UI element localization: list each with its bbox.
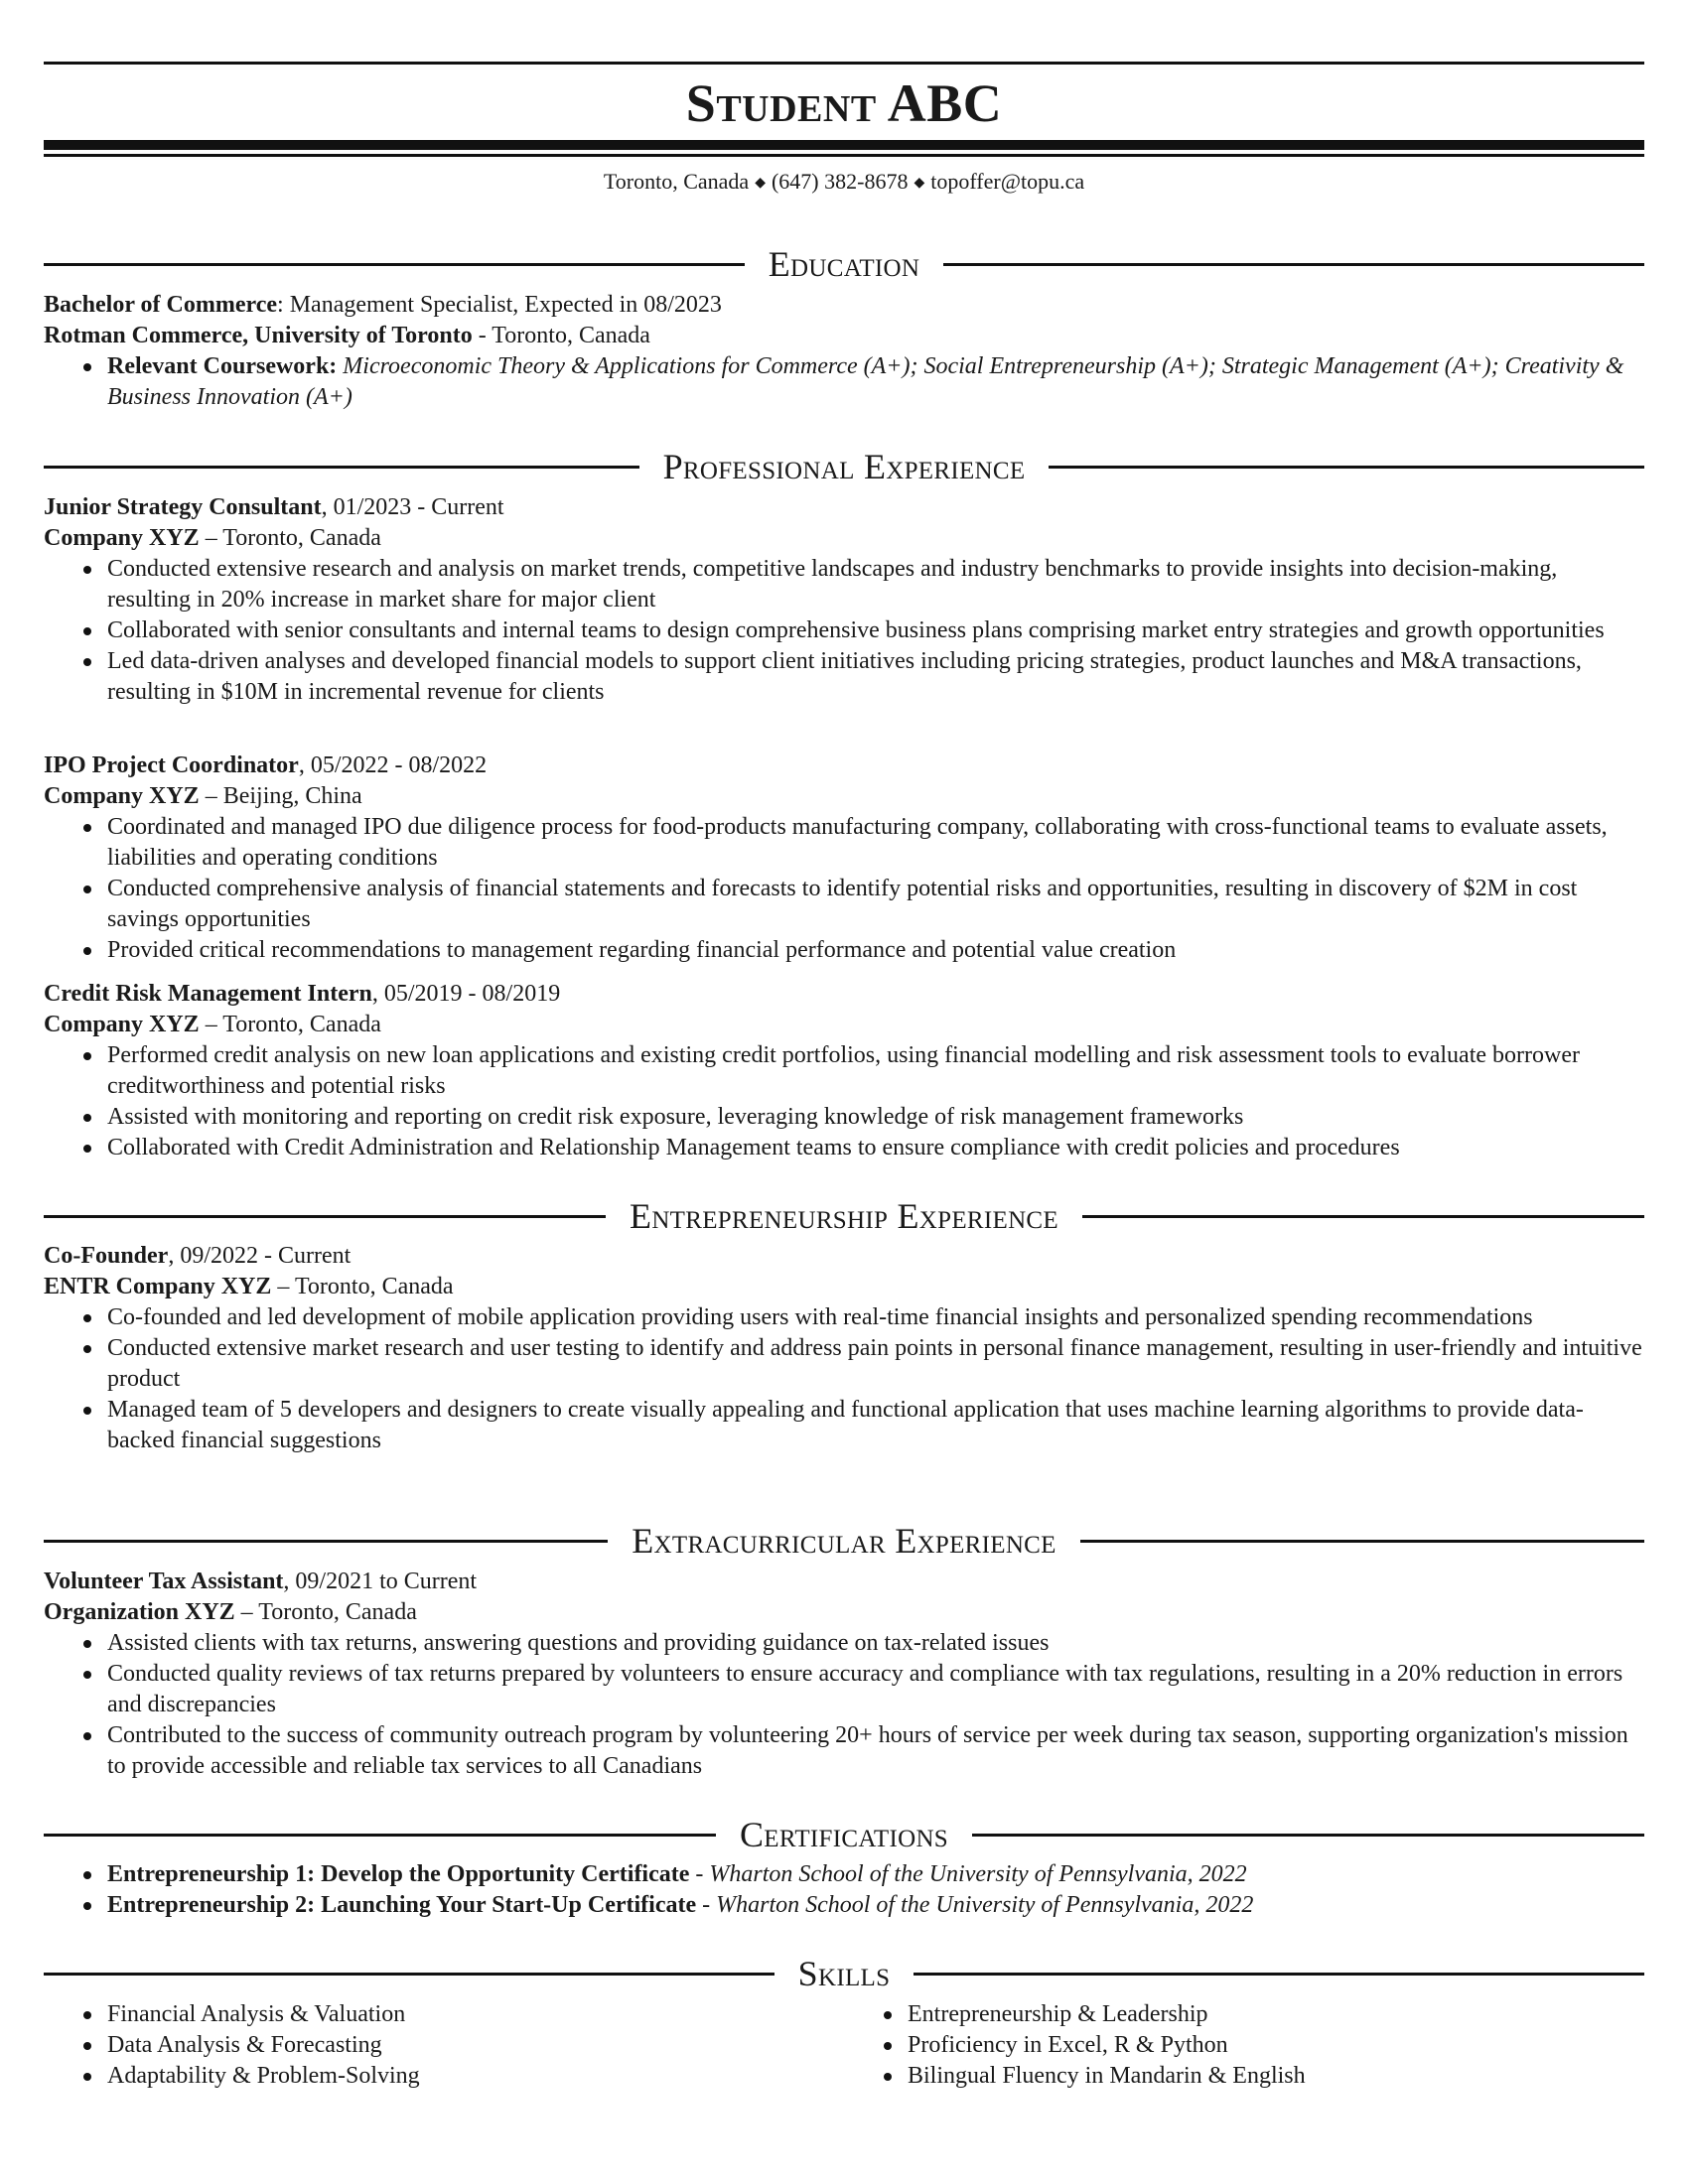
company-location: – Toronto, Canada <box>271 1274 454 1299</box>
company-line <box>44 1597 1644 1628</box>
section-header-professional <box>44 445 1644 488</box>
section-rule <box>44 1540 608 1543</box>
skills-grid <box>44 1999 1644 2092</box>
contact-location: Toronto, Canada <box>603 169 750 194</box>
section-title: Extracurricular Experience <box>632 1521 1056 1561</box>
job-bullets <box>44 1302 1644 1456</box>
section-rule <box>943 263 1644 266</box>
company-line <box>44 1010 1644 1040</box>
company-line <box>44 1272 1644 1302</box>
job-bullets <box>44 812 1644 966</box>
certifications-list <box>44 1859 1644 1921</box>
list-item <box>44 1890 1644 1921</box>
degree-detail: : Management Specialist, Expected in 08/2023 <box>277 292 722 318</box>
list-item: Coordinated and managed IPO due diligence process for food-products manufacturing company, collaborating with cross-functional teams to evaluate assets, liabilities and operating conditions <box>44 812 1644 874</box>
job-title: Junior Strategy Consultant <box>44 494 322 520</box>
job-bullets <box>44 1628 1644 1782</box>
company-location: – Toronto, Canada <box>199 1012 381 1037</box>
section-header-skills <box>44 1952 1644 1995</box>
coursework-text: Microeconomic Theory & Applications for Commerce (A+); Social Entrepreneurship (A+); Strategic Management (A+); Creativity & Business Innovation (A+) <box>107 353 1624 410</box>
certification-name: Entrepreneurship 2: Launching Your Start-Up Certificate <box>107 1892 697 1918</box>
job-title: IPO Project Coordinator <box>44 752 299 778</box>
section-title: Professional Experience <box>662 447 1026 486</box>
list-item: Data Analysis & Forecasting <box>44 2030 844 2061</box>
section-rule <box>914 1973 1644 1976</box>
section-title: Education <box>768 244 920 284</box>
certification-dash: - <box>696 1892 717 1918</box>
header-rule-thin <box>44 154 1644 157</box>
job-title-line <box>44 1241 1644 1272</box>
section-rule <box>1080 1540 1644 1543</box>
company-location: – Beijing, China <box>199 783 362 809</box>
contact-line <box>0 167 1688 199</box>
diamond-separator-icon: ◆ <box>755 176 766 191</box>
list-item <box>44 351 1644 413</box>
job-title: Volunteer Tax Assistant <box>44 1569 284 1594</box>
job-dates: , 09/2022 - Current <box>168 1243 352 1269</box>
skills-column-right <box>844 1999 1644 2092</box>
list-item <box>44 1859 1644 1890</box>
degree-name: Bachelor of Commerce <box>44 292 278 318</box>
list-item: Managed team of 5 developers and designers to create visually appealing and functional application that uses machine learning algorithms to provide data-backed financial suggestions <box>44 1395 1644 1456</box>
school-line <box>44 321 1644 351</box>
job-title-line <box>44 492 1644 523</box>
section-header-education <box>44 242 1644 286</box>
job-dates: , 05/2022 - 08/2022 <box>298 752 488 778</box>
list-item: Conducted quality reviews of tax returns prepared by volunteers to ensure accuracy and compliance with tax regulations, resulting in a 20% reduction in errors and discrepancies <box>44 1659 1644 1720</box>
section-title: Certifications <box>739 1815 949 1854</box>
company-name: Organization XYZ <box>44 1599 235 1625</box>
certification-issuer: Wharton School of the University of Pennsylvania, 2022 <box>709 1861 1247 1887</box>
education-entry <box>44 290 1644 413</box>
contact-email: topoffer@topu.ca <box>930 169 1085 194</box>
coursework-list <box>44 351 1644 413</box>
top-rule <box>44 62 1644 65</box>
job-entry <box>44 979 1644 1163</box>
company-name: ENTR Company XYZ <box>44 1274 272 1299</box>
degree-line <box>44 290 1644 321</box>
company-line <box>44 781 1644 812</box>
section-rule <box>1049 466 1644 469</box>
job-dates: , 01/2023 - Current <box>321 494 504 520</box>
skills-column-left <box>44 1999 844 2092</box>
section-rule <box>1082 1215 1644 1218</box>
list-item: Conducted comprehensive analysis of financial statements and forecasts to identify potential risks and opportunities, resulting in discovery of $2M in cost savings opportunities <box>44 874 1644 935</box>
list-item: Adaptability & Problem-Solving <box>44 2061 844 2092</box>
header-rule-thick <box>44 140 1644 150</box>
list-item: Assisted with monitoring and reporting on credit risk exposure, leveraging knowledge of risk management frameworks <box>44 1102 1644 1133</box>
section-rule <box>44 263 745 266</box>
job-title-line <box>44 979 1644 1010</box>
list-item: Bilingual Fluency in Mandarin & English <box>844 2061 1644 2092</box>
list-item: Conducted extensive market research and user testing to identify and address pain points in personal finance management, resulting in user-friendly and intuitive product <box>44 1333 1644 1395</box>
list-item: Collaborated with senior consultants and internal teams to design comprehensive business plans comprising market entry strategies and growth opportunities <box>44 615 1644 646</box>
section-header-extracurricular <box>44 1519 1644 1563</box>
list-item: Collaborated with Credit Administration and Relationship Management teams to ensure compliance with credit policies and procedures <box>44 1133 1644 1163</box>
coursework-label: Relevant Coursework: <box>107 353 338 379</box>
list-item: Financial Analysis & Valuation <box>44 1999 844 2030</box>
job-bullets <box>44 1040 1644 1163</box>
section-rule <box>44 1215 606 1218</box>
list-item: Contributed to the success of community outreach program by volunteering 20+ hours of service per week during tax season, supporting organization's mission to provide accessible and reliable tax services to all Canadians <box>44 1720 1644 1782</box>
company-line <box>44 523 1644 554</box>
job-dates: , 09/2021 to Current <box>283 1569 478 1594</box>
job-title-line <box>44 751 1644 781</box>
list-item: Performed credit analysis on new loan applications and existing credit portfolios, using financial modelling and risk assessment tools to evaluate borrower creditworthiness and potential risks <box>44 1040 1644 1102</box>
section-header-entrepreneurship <box>44 1194 1644 1238</box>
venture-entry <box>44 1241 1644 1456</box>
company-name: Company XYZ <box>44 1012 200 1037</box>
list-item: Co-founded and led development of mobile application providing users with real-time financial insights and personalized spending recommendations <box>44 1302 1644 1333</box>
section-header-certifications <box>44 1813 1644 1856</box>
candidate-name: Student ABC <box>685 73 1003 133</box>
list-item: Led data-driven analyses and developed financial models to support client initiatives including pricing strategies, product launches and M&A transactions, resulting in $10M in incremental revenue for clients <box>44 646 1644 708</box>
volunteer-entry <box>44 1567 1644 1782</box>
company-location: – Toronto, Canada <box>199 525 381 551</box>
company-name: Company XYZ <box>44 783 200 809</box>
certification-issuer: Wharton School of the University of Pennsylvania, 2022 <box>716 1892 1254 1918</box>
job-title-line <box>44 1567 1644 1597</box>
job-dates: , 05/2019 - 08/2019 <box>371 981 561 1007</box>
company-name: Company XYZ <box>44 525 200 551</box>
section-rule <box>44 1834 716 1837</box>
job-title: Credit Risk Management Intern <box>44 981 372 1007</box>
list-item: Proficiency in Excel, R & Python <box>844 2030 1644 2061</box>
job-title: Co-Founder <box>44 1243 169 1269</box>
section-title: Entrepreneurship Experience <box>630 1196 1058 1236</box>
job-bullets <box>44 554 1644 708</box>
certification-dash: - <box>689 1861 710 1887</box>
job-entry <box>44 492 1644 708</box>
diamond-separator-icon: ◆ <box>914 176 925 191</box>
section-rule <box>44 466 639 469</box>
company-location: – Toronto, Canada <box>234 1599 417 1625</box>
section-title: Skills <box>797 1954 891 1993</box>
certification-name: Entrepreneurship 1: Develop the Opportunity Certificate <box>107 1861 690 1887</box>
school-name: Rotman Commerce, University of Toronto <box>44 323 473 348</box>
list-item: Provided critical recommendations to management regarding financial performance and potential value creation <box>44 935 1644 966</box>
list-item: Entrepreneurship & Leadership <box>844 1999 1644 2030</box>
list-item: Conducted extensive research and analysis on market trends, competitive landscapes and industry benchmarks to provide insights into decision-making, resulting in 20% increase in market share for major client <box>44 554 1644 615</box>
school-location: - Toronto, Canada <box>472 323 650 348</box>
certification-bullets <box>44 1859 1644 1921</box>
job-entry <box>44 751 1644 966</box>
list-item: Assisted clients with tax returns, answering questions and providing guidance on tax-related issues <box>44 1628 1644 1659</box>
section-rule <box>44 1973 774 1976</box>
section-rule <box>972 1834 1644 1837</box>
contact-phone: (647) 382-8678 <box>771 169 909 194</box>
